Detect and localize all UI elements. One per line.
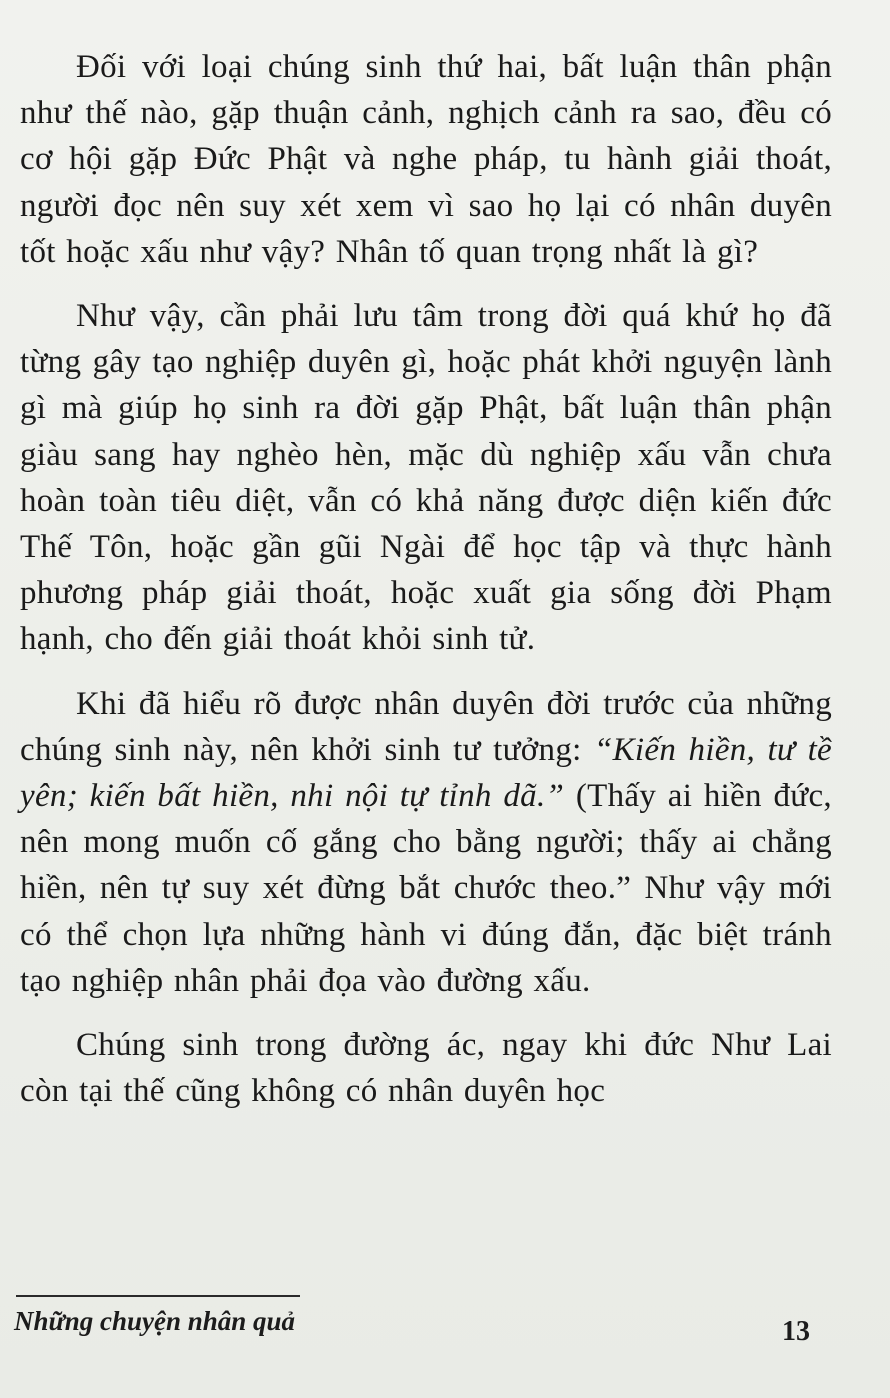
paragraph-1: Đối với loại chúng sinh thứ hai, bất luận thân phận như thế nào, gặp thuận cảnh, nghịch cảnh ra sao, đều có cơ hội gặp Đức Phật và nghe pháp, tu hành giải thoát, người đọc nên suy xét xem vì sao họ lại có nhân duyên tốt hoặc xấu như vậy? Nhân tố quan trọng nhất là gì? <box>20 49 832 270</box>
running-footer-title: Những chuyện nhân quả <box>14 1306 296 1336</box>
page-number: 13 <box>782 1316 810 1347</box>
paragraph-2: Như vậy, cần phải lưu tâm trong đời quá khứ họ đã từng gây tạo nghiệp duyên gì, hoặc phát khởi nguyện lành gì mà giúp họ sinh ra đời gặp Phật, bất luận thân phận giàu sang hay nghèo hèn, mặc dù nghiệp xấu vẫn chưa hoàn toàn tiêu diệt, vẫn có khả năng được diện kiến đức Thế Tôn, hoặc gần gũi Ngài để học tập và thực hành phương pháp giải thoát, hoặc xuất gia sống đời Phạm hạnh, cho đến giải thoát khỏi sinh tử. <box>20 298 832 658</box>
paragraph-3 <box>20 681 832 1004</box>
paragraph-3-lead: Khi đã hiểu rõ được nhân duyên đời trước của những chúng sinh này, nên khởi sinh tư tưởng: <box>20 685 832 768</box>
paragraph-3-rest: (Thấy ai hiền đức, nên mong muốn cố gắng cho bằng người; thấy ai chẳng hiền, nên tự suy xét đừng bắt chước theo.” Như vậy mới có thể chọn lựa những hành vi đúng đắn, đặc biệt tránh tạo nghiệp nhân phải đọa vào đường xấu. <box>20 778 832 999</box>
footer-rule <box>16 1295 300 1297</box>
paragraph-4: Chúng sinh trong đường ác, ngay khi đức Như Lai còn tại thế cũng không có nhân duyên học <box>20 1027 832 1110</box>
body-text <box>20 44 832 1114</box>
italic-quote: “Kiến hiền, tư tề yên; kiến bất hiền, nhi nội tự tỉnh dã.” <box>20 731 833 815</box>
